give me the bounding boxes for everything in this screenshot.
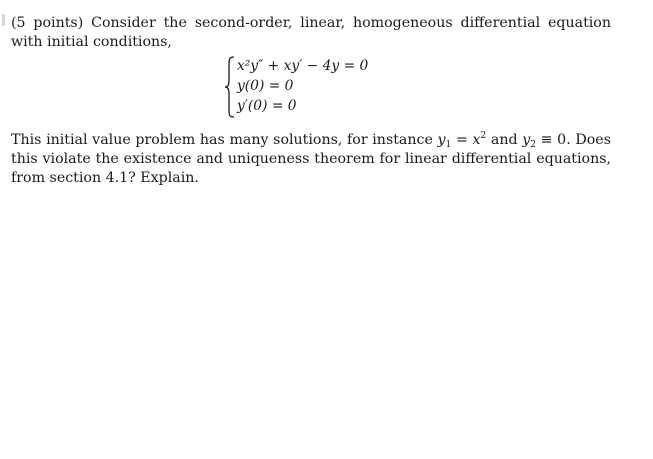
equation-system <box>224 56 424 118</box>
equations-list <box>237 56 368 116</box>
solution-y1-equals: = <box>451 132 473 148</box>
solution-y2: y <box>522 132 531 148</box>
solution-y2-identity: ≡ 0 <box>535 132 567 148</box>
question-text <box>11 131 611 188</box>
problem-intro: Consider the second-order, linear, homogeneous differential equation with initial conditions, <box>11 15 611 50</box>
question-body-end: . Does this violate the existence and uniqueness theorem for linear differential equations, from section 4.1? Explain. <box>11 132 611 186</box>
solution-y2-subscript: 2 <box>530 140 536 150</box>
solution-y1-value: x <box>472 132 481 148</box>
solution-y1-subscript: 1 <box>445 140 452 150</box>
initial-condition-y-prime: y′(0) = 0 <box>237 98 297 114</box>
solution-y1: y <box>437 132 446 148</box>
points-label: (5 points) <box>11 15 84 31</box>
left-margin-mark <box>2 14 5 26</box>
differential-equation: x²y″ + xy′ − 4y = 0 <box>237 58 369 74</box>
left-brace-icon <box>224 56 236 118</box>
and-connector: and <box>486 132 523 148</box>
initial-condition-y: y(0) = 0 <box>237 78 294 94</box>
problem-statement <box>11 14 611 52</box>
solution-y1-exponent: 2 <box>480 131 487 141</box>
question-body-start: This initial value problem has many solutions, for instance <box>11 132 438 148</box>
